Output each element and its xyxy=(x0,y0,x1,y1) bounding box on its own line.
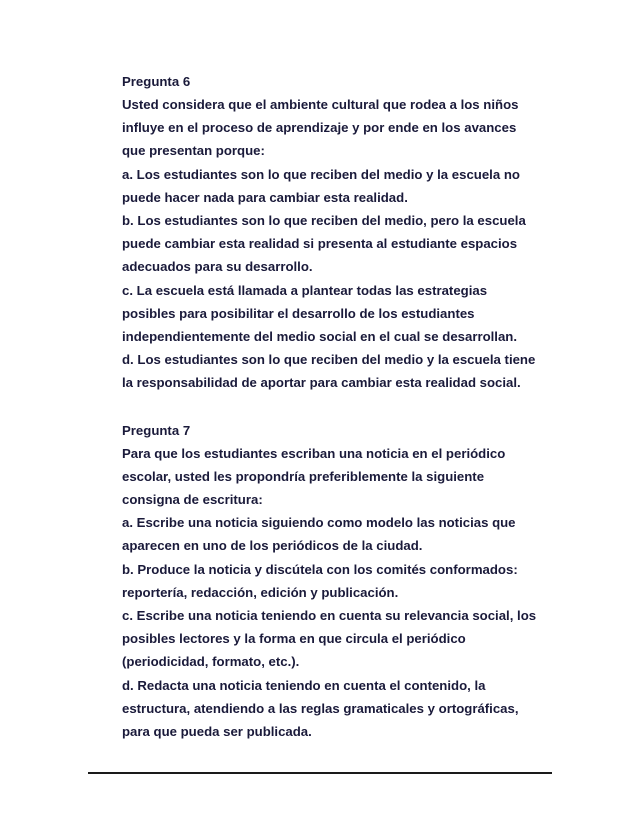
option-c-line: (periodicidad, formato, etc.). xyxy=(122,654,300,670)
option-c-line: c. La escuela está llamada a plantear todas las estrategias xyxy=(122,282,488,298)
option-a-line: aparecen en uno de los periódicos de la ciudad. xyxy=(122,538,423,554)
question-title: Pregunta 7 xyxy=(122,422,191,438)
question-title: Pregunta 6 xyxy=(122,74,191,89)
option-c-line: posibles para posibilitar el desarrollo de los estudiantes xyxy=(122,305,475,321)
option-d-line: para que pueda ser publicada. xyxy=(122,724,312,740)
option-b-line: b. Los estudiantes son lo que reciben del medio, pero la escuela xyxy=(122,213,526,229)
option-b-line: b. Produce la noticia y discútela con los comités conformados: xyxy=(122,561,518,577)
question-text-line: consigna de escritura: xyxy=(122,492,263,508)
option-b-line: puede cambiar esta realidad si presenta al estudiante espacios xyxy=(122,236,518,252)
question-text-line: influye en el proceso de aprendizaje y por ende en los avances xyxy=(122,120,517,136)
option-c-line: c. Escribe una noticia teniendo en cuenta su relevancia social, los xyxy=(122,608,537,624)
option-a-line: a. Los estudiantes son lo que reciben del medio y la escuela no xyxy=(122,166,520,182)
option-c-line: posibles lectores y la forma en que circula el periódico xyxy=(122,631,466,647)
option-d-line: d. Los estudiantes son lo que reciben del medio y la escuela tiene xyxy=(122,352,536,368)
question-spacer xyxy=(122,395,562,419)
option-d-line: la responsabilidad de aportar para cambiar esta realidad social. xyxy=(122,375,521,391)
question-6 xyxy=(122,70,562,395)
footer-divider xyxy=(88,772,552,774)
option-b-line: adecuados para su desarrollo. xyxy=(122,259,313,275)
document-page xyxy=(122,70,562,743)
question-text-line: que presentan porque: xyxy=(122,143,265,159)
question-text-line: Para que los estudiantes escriban una noticia en el periódico xyxy=(122,445,506,461)
option-b-line: reportería, redacción, edición y publicación. xyxy=(122,584,399,600)
question-text-line: escolar, usted les propondría preferiblemente la siguiente xyxy=(122,468,485,484)
question-text-line: Usted considera que el ambiente cultural que rodea a los niños xyxy=(122,97,519,112)
question-7 xyxy=(122,419,562,744)
option-d-line: estructura, atendiendo a las reglas gramaticales y ortográficas, xyxy=(122,700,519,716)
option-a-line: a. Escribe una noticia siguiendo como modelo las noticias que xyxy=(122,515,516,531)
option-c-line: independientemente del medio social en el cual se desarrollan. xyxy=(122,329,518,345)
option-a-line: puede hacer nada para cambiar esta realidad. xyxy=(122,189,408,205)
option-d-line: d. Redacta una noticia teniendo en cuenta el contenido, la xyxy=(122,677,486,693)
